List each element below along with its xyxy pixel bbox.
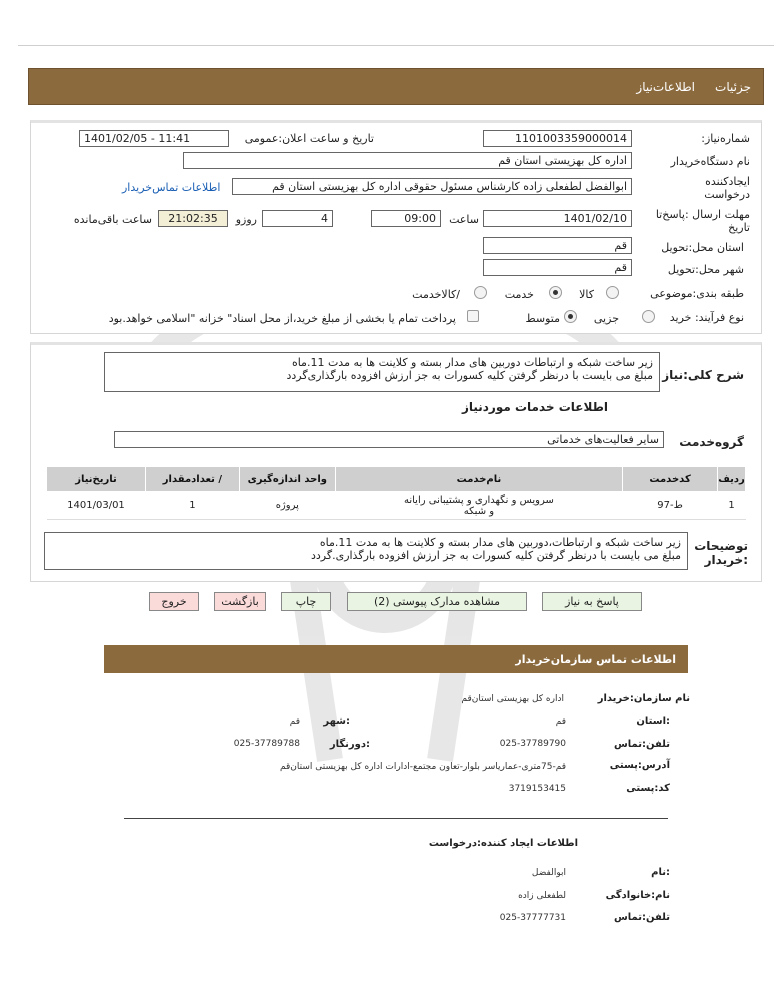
table-row (47, 492, 746, 520)
service-group-field: سایر فعالیت‌های خدماتی (114, 431, 664, 448)
creator-name-value: ابوالفضل (531, 868, 566, 878)
cell-qty: 1 (145, 492, 239, 520)
reply-button[interactable]: پاسخ به نیاز (542, 592, 642, 611)
notes-textarea (44, 532, 688, 570)
need-number-field: 1101003359000014 (483, 130, 632, 147)
announce-date-field: 1401/02/05 - 11:41 (79, 130, 229, 147)
top-divider (18, 45, 774, 46)
col-unit: واحد اندازه‌گیری (239, 467, 335, 492)
org-label: نام سازمان:خریدار (597, 693, 690, 704)
time-label: ساعت (449, 213, 479, 226)
province-contact-label: :استان (636, 716, 670, 727)
radio-service-label: خدمت (504, 288, 534, 301)
org-value: اداره کل بهزیستی استان‌قم (461, 694, 564, 704)
services-title: اطلاعات خدمات موردنیاز (461, 400, 608, 414)
postal-value: 3719153415 (508, 784, 566, 794)
process-label: نوع فرآیند: خرید (669, 311, 744, 324)
province-field: قم (483, 237, 632, 254)
attachments-button[interactable]: مشاهده مدارک پیوستی (2) (347, 592, 527, 611)
services-table (46, 466, 746, 520)
city-label: شهر محل:تحویل (667, 263, 744, 276)
fax-label: :دورنگار (329, 739, 370, 750)
creator-family-label: نام:خانوادگی (605, 890, 670, 901)
creator-phone-value: 025-37777731 (499, 913, 566, 923)
buyer-contact-header (104, 645, 688, 673)
exit-button[interactable]: خروج (149, 592, 199, 611)
buyer-contact-link[interactable]: اطلاعات تماس‌خریدار (122, 181, 221, 194)
creator-phone-label: تلفن:تماس (613, 912, 670, 923)
col-qty: / تعدادمقدار (145, 467, 239, 492)
province-label: استان محل:تحویل (661, 241, 744, 254)
summary-line-2: مبلغ می بایست با درنظر گرفتن کلیه کسورات به جز ارزش افزوده بارگذاری‌گردد (286, 369, 653, 382)
fax-value: 025-37789788 (233, 739, 300, 749)
address-label: آدرس:پستی (609, 760, 670, 771)
cell-name (335, 492, 622, 520)
city-contact-value: قم (289, 717, 300, 727)
contact-divider (124, 818, 668, 819)
radio-partial-label: جزیی (593, 312, 619, 325)
deadline-label-1: مهلت ارسال :پاسخ‌تا (655, 208, 750, 221)
days-label: روزو (235, 213, 257, 226)
creator-info-title: اطلاعات ایجاد کننده:درخواست (428, 838, 578, 849)
address-value: قم-75متری-عمارياسر بلوار-تعاون مجتمع-ادارات اداره کل بهزیستی استان‌قم (279, 762, 566, 772)
deadline-date-field: 1401/02/10 (483, 210, 632, 227)
col-name: نام‌خدمت (335, 467, 622, 492)
province-contact-value: قم (555, 717, 566, 727)
treasury-payment-checkbox[interactable] (467, 310, 479, 322)
page-header (28, 68, 764, 105)
payment-note: پرداخت تمام یا بخشی از مبلغ خرید،از محل اسناد" خزانه "اسلامی خواهد.بود (108, 312, 456, 325)
creator-label-2: درخواست (704, 188, 750, 201)
radio-medium-label: متوسط (525, 312, 560, 325)
radio-goods-label: کالا (579, 288, 594, 301)
back-button[interactable]: بازگشت (214, 592, 266, 611)
phone-value: 025-37789790 (499, 739, 566, 749)
category-label: طبقه بندی:موضوعی (650, 287, 744, 300)
print-button[interactable]: چاپ (281, 592, 331, 611)
creator-family-value: لطفعلی زاده (518, 891, 566, 901)
buyer-label: نام دستگاه‌خریدار (670, 155, 750, 168)
notes-line-1: زیر ساخت شبکه و ارتباطات،دوربین های مدار بسته و کلاینت ها به مدت 11.ماه (319, 536, 681, 549)
days-field: 4 (262, 210, 333, 227)
creator-field: ابوالفضل لطفعلی زاده کارشناس مسئول حقوقی اداره کل بهزیستی استان قم (232, 178, 632, 195)
remaining-label: ساعت باقی‌مانده (73, 213, 152, 226)
need-number-label: شماره‌نیاز: (701, 132, 750, 145)
cell-name-line-1: سرویس و نگهداری و پشتیبانی رایانه (403, 494, 554, 506)
summary-line-1: زیر ساخت شبکه و ارتباطات دوربین های مدار بسته و کلاینت ها به مدت 11.ماه (291, 356, 653, 369)
creator-label-1: ایجادکننده (705, 175, 750, 188)
radio-goods-service-label: /کالاخدمت (412, 288, 460, 301)
creator-name-label: :نام (651, 867, 670, 878)
notes-label-1: توضیحات (694, 539, 748, 553)
buyer-field: اداره کل بهزیستی استان قم (183, 152, 632, 169)
phone-label: تلفن:تماس (613, 739, 670, 750)
notes-line-2: مبلغ می بایست با درنظر گرفتن کلیه کسورات به جز ارزش افزوده بارگذاری.گردد (310, 549, 681, 562)
radio-goods-service[interactable] (474, 286, 487, 299)
cell-date: 1401/03/01 (47, 492, 146, 520)
radio-goods[interactable] (606, 286, 619, 299)
cell-unit: پروژه (239, 492, 335, 520)
tab-need-info[interactable]: اطلاعات‌نیاز (636, 80, 695, 94)
postal-label: کد:پستی (626, 783, 670, 794)
notes-label-2: :خریدار (704, 553, 748, 567)
cell-row: 1 (718, 492, 746, 520)
col-code: کدخدمت (623, 467, 718, 492)
cell-name-line-2: و شبکه (463, 505, 495, 517)
deadline-time-field: 09:00 (371, 210, 441, 227)
cell-code: ط-97 (623, 492, 718, 520)
service-group-label: گروه‌خدمت (679, 435, 744, 449)
col-row: ردیف (718, 467, 746, 492)
col-date: تاریخ‌نیاز (47, 467, 146, 492)
announce-label: تاریخ و ساعت اعلان:عمومی (244, 132, 374, 145)
radio-medium[interactable] (564, 310, 577, 323)
city-field: قم (483, 259, 632, 276)
summary-textarea (104, 352, 660, 392)
remaining-time-field: 21:02:35 (158, 210, 228, 227)
tab-details[interactable]: جزئیات (715, 80, 751, 94)
radio-partial[interactable] (642, 310, 655, 323)
summary-label: شرح کلی:نیاز (662, 368, 744, 382)
buyer-contact-title: اطلاعات تماس سازمان‌خریدار (515, 653, 676, 666)
city-contact-label: :شهر (323, 716, 350, 727)
deadline-label-2: تاریخ (728, 221, 750, 234)
radio-service[interactable] (549, 286, 562, 299)
